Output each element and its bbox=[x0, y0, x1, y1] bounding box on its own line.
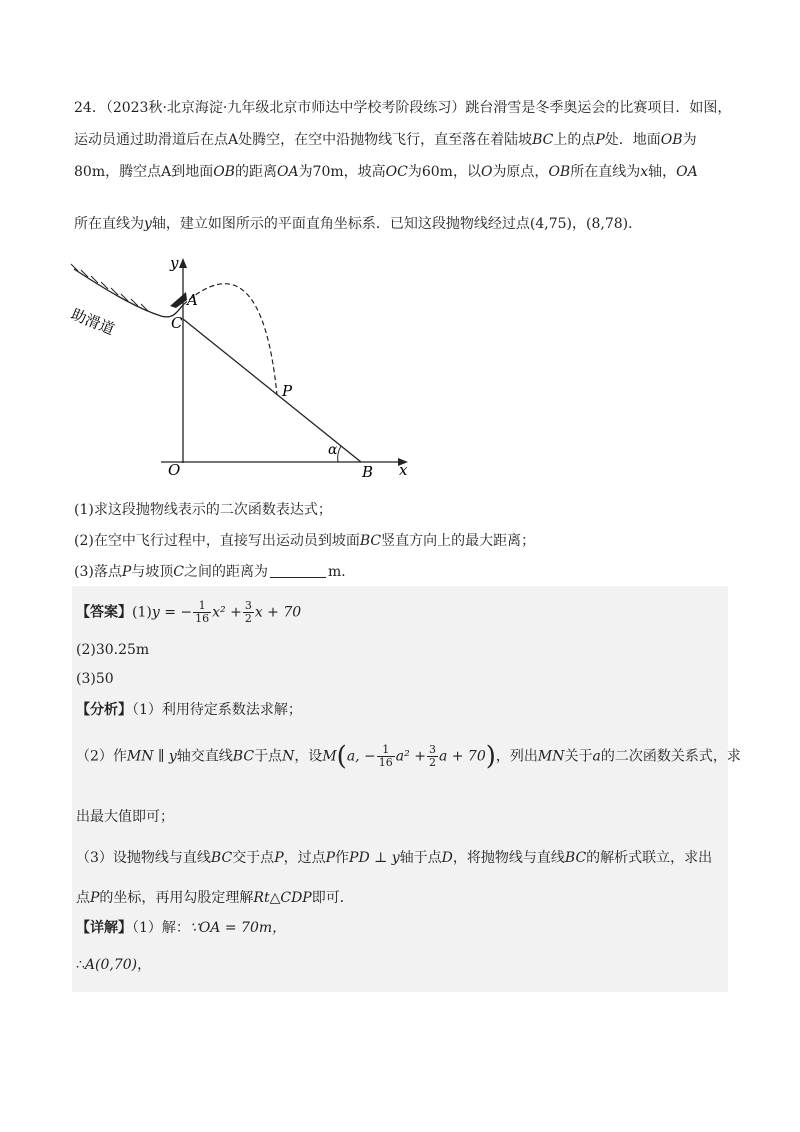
math-var: BC bbox=[359, 533, 382, 549]
fraction bbox=[377, 744, 395, 769]
fraction-numerator: 3 bbox=[244, 599, 252, 612]
detail-text: （1）解： bbox=[132, 920, 190, 936]
question-text: (3)落点 bbox=[74, 564, 122, 580]
math-var: OA bbox=[676, 164, 698, 180]
answer-prefix: (3) bbox=[76, 671, 96, 687]
math-var: P bbox=[325, 850, 336, 866]
question-line-4 bbox=[74, 214, 734, 234]
detail-text: ∴ bbox=[76, 957, 85, 973]
sub-question-2 bbox=[74, 531, 734, 551]
label-y: y bbox=[170, 254, 179, 272]
question-text: ， bbox=[572, 216, 587, 232]
math-var: ∵OA = 70m， bbox=[189, 920, 287, 936]
analysis-tag: 【分析】 bbox=[76, 702, 132, 718]
question-text: 为 bbox=[682, 132, 697, 148]
skier-icon bbox=[170, 292, 187, 308]
math-var: y bbox=[144, 216, 152, 232]
analysis-text: 的二次函数关系式，求 bbox=[600, 748, 741, 765]
math-var: P bbox=[595, 132, 605, 148]
math-var: OA bbox=[276, 164, 299, 180]
detail-tag: 【详解】 bbox=[76, 920, 132, 936]
math-var: BC bbox=[532, 132, 554, 148]
answer-line-1 bbox=[76, 600, 301, 625]
label-p: P bbox=[282, 382, 293, 400]
analysis-text: ，将抛物线与直线 bbox=[452, 850, 565, 866]
question-text: 轴， bbox=[648, 164, 677, 180]
math-var: O bbox=[480, 164, 493, 180]
analysis-text: 的坐标，再用勾股定理解 bbox=[99, 890, 254, 906]
label-a: A bbox=[187, 291, 198, 309]
question-text: 竖直方向上的最大距离； bbox=[381, 533, 536, 549]
fraction-denominator: 16 bbox=[195, 612, 210, 625]
answer-line-2 bbox=[76, 640, 149, 660]
question-text: 所在直线为 bbox=[74, 216, 144, 232]
question-text: 与坡顶 bbox=[131, 564, 174, 580]
formula-part: x² + bbox=[212, 604, 242, 621]
question-text: 之间的距离为 bbox=[183, 564, 268, 580]
question-text: m． bbox=[327, 564, 356, 580]
point-coordinate: (8,78) bbox=[586, 216, 629, 232]
question-text: 80m，腾空点A到地面 bbox=[74, 164, 214, 180]
math-var: P bbox=[90, 890, 100, 906]
label-c: C bbox=[171, 314, 183, 332]
analysis-line-1 bbox=[76, 700, 302, 720]
analysis-text: 即可． bbox=[311, 890, 354, 906]
math-var: a bbox=[592, 748, 601, 765]
analysis-text: 轴于点 bbox=[399, 850, 442, 866]
math-var: PD ⊥ y bbox=[349, 850, 400, 866]
analysis-line-3: 出最大值即可； bbox=[76, 809, 174, 825]
math-var: BC bbox=[210, 850, 233, 866]
formula-part: a² + bbox=[395, 748, 426, 765]
question-line-3 bbox=[74, 162, 734, 182]
fraction-numerator: 3 bbox=[428, 743, 436, 756]
analysis-text: 的解析式联立，求出 bbox=[586, 850, 713, 866]
question-text: 跳台滑雪是冬季奥运会的比赛项目．如图， bbox=[465, 100, 732, 116]
question-text: ． bbox=[628, 216, 643, 232]
analysis-text: ，列出 bbox=[495, 748, 538, 765]
fraction-denominator: 2 bbox=[244, 612, 252, 625]
question-text: 轴，建立如图所示的平面直角坐标系．已知这段抛物线经过点 bbox=[151, 216, 530, 232]
question-text: 上的点 bbox=[553, 132, 596, 148]
question-text: 的距离 bbox=[234, 164, 277, 180]
math-var: OB bbox=[548, 164, 571, 180]
math-var: A(0,70) bbox=[84, 957, 138, 973]
formula-part: x + 70 bbox=[254, 604, 302, 621]
question-source: （2023秋·北京海淀·九年级北京市师达中学校考阶段练习） bbox=[105, 100, 466, 116]
question-text: (2)在空中飞行过程中，直接写出运动员到坡面 bbox=[74, 533, 360, 549]
ramp-curve bbox=[74, 269, 183, 317]
question-line-2 bbox=[74, 130, 734, 150]
analysis-text: （2）作 bbox=[76, 748, 127, 765]
paren-close: ) bbox=[485, 741, 496, 772]
question-text: 为原点， bbox=[492, 164, 549, 180]
math-var: C bbox=[173, 564, 184, 580]
math-var: D bbox=[441, 850, 453, 866]
sub-question-3 bbox=[74, 562, 734, 582]
paren-open: ( bbox=[336, 741, 347, 772]
fraction-numerator: 1 bbox=[377, 744, 395, 757]
slope-bc bbox=[183, 319, 361, 462]
answer-prefix: (2) bbox=[76, 642, 96, 658]
detail-line-2 bbox=[76, 955, 151, 975]
sub-question-1: (1)求这段抛物线表示的二次函数表达式； bbox=[74, 502, 332, 518]
fraction-denominator: 16 bbox=[378, 756, 393, 769]
fraction bbox=[243, 600, 254, 625]
answer-value: 30.25m bbox=[95, 642, 150, 658]
analysis-text: ，设 bbox=[294, 748, 323, 765]
math-var: M bbox=[322, 748, 337, 765]
label-alpha: α bbox=[328, 442, 338, 458]
answer-line-3 bbox=[76, 669, 114, 689]
analysis-text: ，过点 bbox=[283, 850, 326, 866]
analysis-text: 关于 bbox=[564, 748, 593, 765]
question-line-1 bbox=[74, 98, 734, 118]
question-text: 处．地面 bbox=[604, 132, 661, 148]
math-var: Rt△CDP bbox=[253, 890, 312, 906]
point-coordinate: (4,75) bbox=[529, 216, 573, 232]
answer-prefix: (1) bbox=[132, 604, 152, 621]
math-var: P bbox=[274, 850, 284, 866]
math-var: BC bbox=[564, 850, 587, 866]
question-text: 为70m，坡高 bbox=[298, 164, 386, 180]
question-text: 为60m，以 bbox=[407, 164, 481, 180]
math-var: OB bbox=[660, 132, 683, 148]
label-o: O bbox=[168, 461, 181, 479]
y-axis-arrow bbox=[179, 258, 187, 268]
ramp-hatching bbox=[71, 264, 148, 311]
math-var: MN bbox=[537, 748, 565, 765]
analysis-text: 交于点 bbox=[232, 850, 275, 866]
math-var: OB bbox=[213, 164, 235, 180]
math-var: BC bbox=[232, 748, 255, 765]
fraction bbox=[427, 744, 438, 769]
analysis-text: 作 bbox=[335, 850, 350, 866]
formula-part: y = − bbox=[151, 604, 193, 621]
label-x: x bbox=[399, 461, 408, 479]
fraction-numerator: 1 bbox=[193, 600, 211, 613]
analysis-text: 点 bbox=[76, 890, 90, 906]
math-var: P bbox=[121, 564, 132, 580]
fraction-denominator: 2 bbox=[428, 756, 436, 769]
ski-jump-figure bbox=[66, 250, 426, 480]
label-ramp: 助滑道 bbox=[68, 305, 117, 339]
detail-text: ， bbox=[137, 957, 152, 973]
formula-part: a, − bbox=[346, 748, 376, 765]
angle-arc bbox=[338, 446, 341, 462]
analysis-line-2 bbox=[76, 741, 741, 772]
math-var: x bbox=[640, 164, 649, 180]
math-var: MN ∥ y bbox=[126, 748, 177, 765]
question-text: 运动员通过助滑道后在点A处腾空，在空中沿抛物线飞行，直至落在着陆坡 bbox=[74, 132, 533, 148]
answer-blank[interactable] bbox=[270, 563, 326, 578]
answer-tag: 【答案】 bbox=[76, 604, 132, 621]
question-number: 24． bbox=[74, 100, 106, 116]
answer-value: 50 bbox=[95, 671, 114, 687]
analysis-line-5 bbox=[76, 888, 354, 908]
analysis-text: 轴交直线 bbox=[176, 748, 233, 765]
formula-part: a + 70 bbox=[438, 748, 486, 765]
question-text: 所在直线为 bbox=[570, 164, 641, 180]
math-var: OC bbox=[385, 164, 408, 180]
analysis-text: （1）利用待定系数法求解； bbox=[132, 702, 302, 718]
detail-line-1 bbox=[76, 918, 286, 938]
fraction bbox=[193, 600, 211, 625]
label-b: B bbox=[362, 463, 374, 480]
analysis-text: 于点 bbox=[254, 748, 283, 765]
analysis-line-4 bbox=[76, 848, 712, 868]
math-var: N bbox=[282, 748, 295, 765]
analysis-text: （3）设抛物线与直线 bbox=[76, 850, 211, 866]
